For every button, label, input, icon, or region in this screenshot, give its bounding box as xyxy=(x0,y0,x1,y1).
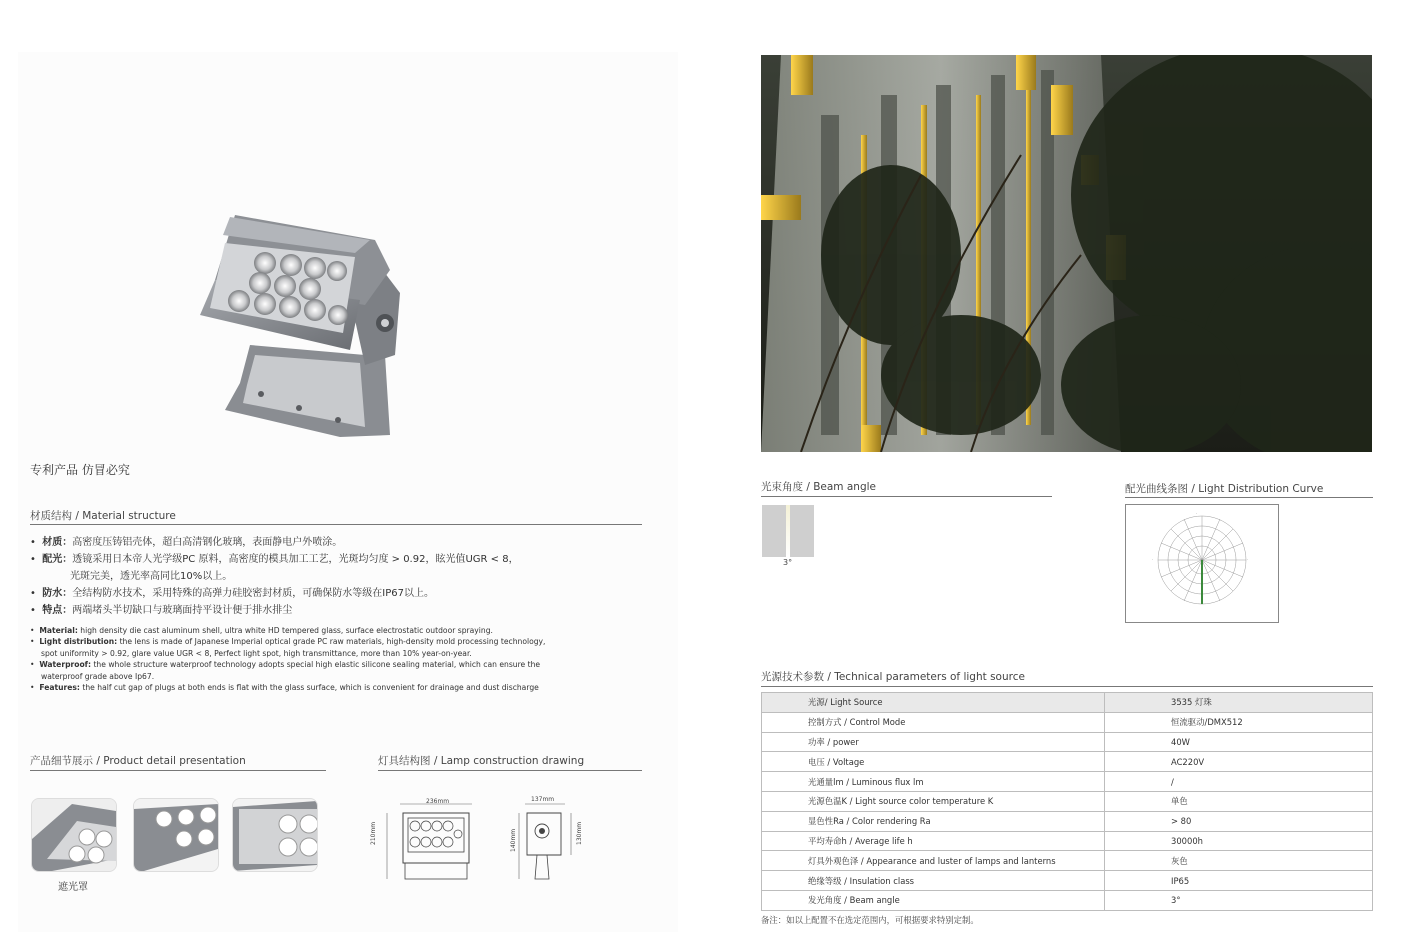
distribution-divider xyxy=(1125,497,1373,498)
material-zh-item: • 材质：高密度压铸铝壳体，超白高清钢化玻璃，表面静电户外喷涂。 xyxy=(30,537,343,548)
material-zh-item: • 特点：两端堵头半切缺口与玻璃面持平设计便于排水排尘 xyxy=(30,605,293,616)
material-zh-item: • 配光：透镜采用日本帝人光学级PC 原料，高密度的模具加工工艺，光斑均匀度 > 0.92，眩光值UGR < 8， xyxy=(30,554,519,565)
dim-depth-label: 137mm xyxy=(531,796,555,803)
tech-key: 平均寿命h / Average life h xyxy=(762,831,1105,851)
tech-key: 光源/ Light Source xyxy=(762,693,1105,713)
beam-angle-swatch xyxy=(762,505,814,557)
construction-divider xyxy=(378,770,642,771)
tech-key: 发光角度 / Beam angle xyxy=(762,890,1105,910)
material-section-title: 材质结构 / Material structure xyxy=(30,510,176,522)
detail-thumb-3 xyxy=(232,798,318,872)
tech-value: > 80 xyxy=(1105,811,1373,831)
material-zh-list xyxy=(30,534,650,619)
tech-divider xyxy=(761,686,1373,687)
detail-thumb-2 xyxy=(133,798,219,872)
construction-section-title: 灯具结构图 / Lamp construction drawing xyxy=(378,755,585,767)
patent-notice: 专利产品 仿冒必究 xyxy=(30,463,130,477)
tech-key: 电压 / Voltage xyxy=(762,752,1105,772)
material-en-item: • Light distribution: the lens is made of Japanese Imperial optical grade PC raw materials, high-density mold processing technology, spot uniformity > 0.92, glare value UGR < 8, Perfect light spot, high transmittance, more than 10% year-on-year. xyxy=(30,637,546,658)
tech-key: 灯具外观色泽 / Appearance and luster of lamps and lanterns xyxy=(762,851,1105,871)
material-en-list xyxy=(30,625,555,693)
distribution-section-title: 配光曲线条图 / Light Distribution Curve xyxy=(1125,483,1324,495)
tech-row xyxy=(762,811,1373,831)
svg-text:·: · xyxy=(1196,512,1198,516)
product-image xyxy=(195,205,410,440)
tech-row xyxy=(762,712,1373,732)
application-photo xyxy=(761,55,1372,452)
distribution-curve-chart xyxy=(1125,504,1279,623)
detail-divider xyxy=(30,770,326,771)
beam-section-title: 光束角度 / Beam angle xyxy=(761,481,877,493)
tech-row xyxy=(762,831,1373,851)
tech-key: 光源色温K / Light source color temperature K xyxy=(762,791,1105,811)
material-en-item: • Material: high density die cast aluminum shell, ultra white HD tempered glass, surface electrostatic outdoor spraying. xyxy=(30,626,493,635)
material-divider xyxy=(30,524,642,525)
tech-value: / xyxy=(1105,772,1373,792)
svg-text:·: · xyxy=(1247,558,1249,562)
tech-note: 备注：如以上配置不在选定范围内，可根据要求特别定制。 xyxy=(761,915,979,925)
detail-caption: 遮光罩 xyxy=(58,882,88,893)
tech-value: 恒流驱动/DMX512 xyxy=(1105,712,1373,732)
beam-light-line xyxy=(786,505,790,557)
tech-value: 单色 xyxy=(1105,791,1373,811)
tech-row xyxy=(762,851,1373,871)
tech-table xyxy=(761,692,1373,911)
tech-row xyxy=(762,693,1373,713)
tech-key: 功率 / power xyxy=(762,732,1105,752)
material-en-item: • Features: the half cut gap of plugs at both ends is flat with the glass surface, which is convenient for drainage and dust discharge xyxy=(30,683,539,693)
dim-side-height-label: 140mm xyxy=(510,828,517,852)
dim-side-height2-label: 130mm xyxy=(576,821,583,845)
beam-divider xyxy=(761,496,1052,497)
tech-row xyxy=(762,732,1373,752)
material-zh-item: • 防水：全结构防水技术，采用特殊的高弹力硅胶密封材质，可确保防水等级在IP67以上。 xyxy=(30,588,434,599)
tech-key: 控制方式 / Control Mode xyxy=(762,712,1105,732)
tech-row xyxy=(762,871,1373,891)
tech-row xyxy=(762,772,1373,792)
tech-value: 3535 灯珠 xyxy=(1105,693,1373,713)
tech-row xyxy=(762,890,1373,910)
tech-value: 30000h xyxy=(1105,831,1373,851)
tech-row xyxy=(762,752,1373,772)
tech-key: 光通量lm / Luminous flux lm xyxy=(762,772,1105,792)
detail-section-title: 产品细节展示 / Product detail presentation xyxy=(30,755,246,767)
dim-height-label: 210mm xyxy=(370,821,377,845)
material-en-item: • Waterproof: the whole structure waterproof technology adopts special high elastic silicone sealing material, which can ensure the waterproof grade above Ip67. xyxy=(30,660,541,681)
tech-value: AC220V xyxy=(1105,752,1373,772)
tech-value: IP65 xyxy=(1105,871,1373,891)
tech-key: 显色性Ra / Color rendering Ra xyxy=(762,811,1105,831)
front-view-drawing xyxy=(375,793,490,888)
tech-section-title: 光源技术参数 / Technical parameters of light source xyxy=(761,671,1025,683)
beam-angle-label: 3° xyxy=(783,558,793,567)
detail-thumb-1 xyxy=(31,798,117,872)
tech-key: 绝缘等级 / Insulation class xyxy=(762,871,1105,891)
tech-value: 3° xyxy=(1105,890,1373,910)
dim-width-label: 236mm xyxy=(426,798,450,805)
tech-value: 灰色 xyxy=(1105,851,1373,871)
tech-row xyxy=(762,791,1373,811)
tech-value: 40W xyxy=(1105,732,1373,752)
material-zh-item: 光斑完美，透光率高同比10%以上。 xyxy=(70,571,233,582)
svg-text:·: · xyxy=(1152,558,1154,562)
